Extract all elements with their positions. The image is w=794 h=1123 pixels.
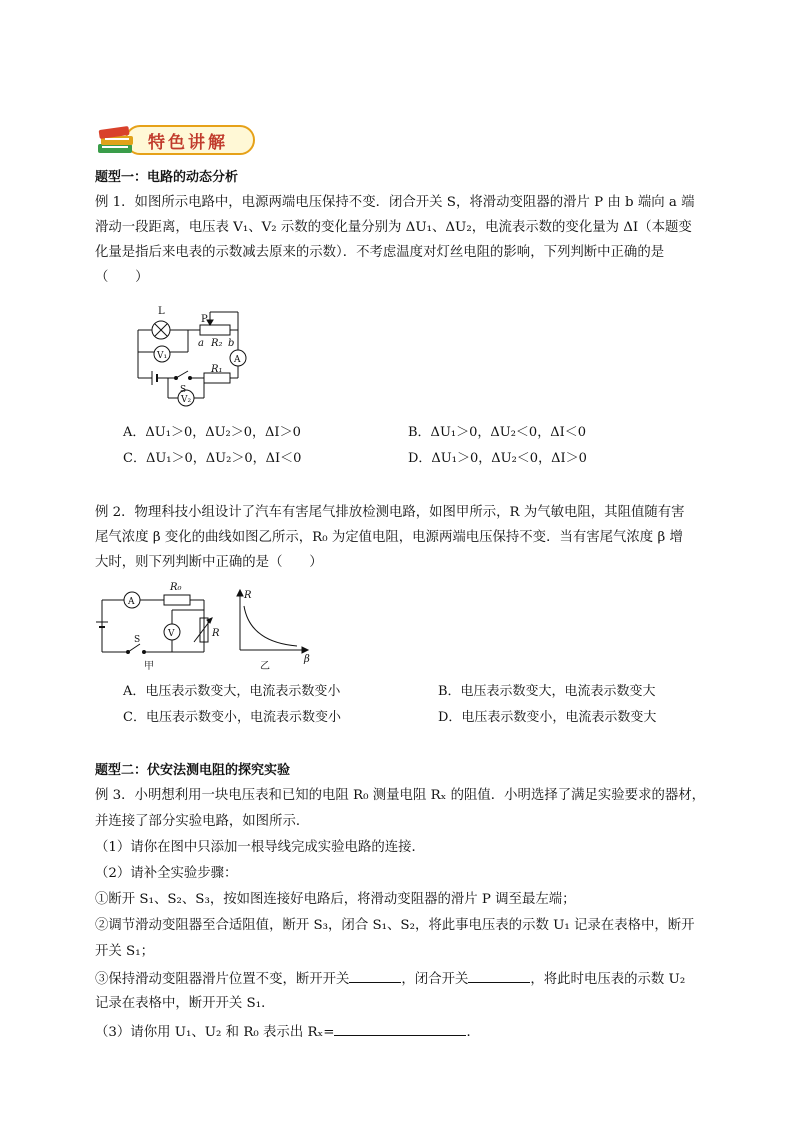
ex1-line-4: （ ） [95,270,149,285]
label-switch-2: S [134,635,141,645]
ex3-line-2: 并连接了部分实验电路，如图所示． [95,814,310,829]
ex3-line-3: （1）请你在图中只添加一根导线完成实验电路的连接． [95,840,425,855]
ex3-step3 [95,968,685,990]
ex3-line-5: ①断开 S₁、S₂、S₃，按如图连接好电路后，将滑动变阻器的滑片 P 调至最左端； [95,892,576,907]
ex1-line-1: 例 1．如图所示电路中，电源两端电压保持不变．闭合开关 S，将滑动变阻器的滑片 P 由 b 端向 a 端 [95,195,695,210]
label-slider: P [201,314,208,325]
circuit-diagram-1 [128,300,268,415]
label-r2: R₂ [211,338,223,349]
label-v2: V₂ [181,395,192,405]
ex2-line-1: 例 2．物理科技小组设计了汽车有害尾气排放检测电路，如图甲所示，R 为气敏电阻，其阻值随有害 [95,505,685,520]
r-beta-curve [244,606,297,646]
ex2-option-d[interactable]: D．电压表示数变小，电流表示数变大 [438,710,657,725]
label-yi: 乙 [260,661,270,672]
ex1-line-3: 化量是指后来电表的示数减去原来的示数）．不考虑温度对灯丝电阻的影响，下列判断中正确的是 [95,245,665,260]
books-icon [98,126,133,153]
section-heading-2: 题型二：伏安法测电阻的探究实验 [95,763,291,778]
label-r: R [212,628,220,639]
step3-text-a: ③保持滑动变阻器滑片位置不变，断开开关 [95,972,350,987]
ex3-line-7: 开关 S₁； [95,944,154,959]
label-switch: S [180,385,187,395]
label-r1: R₁ [211,364,223,375]
label-voltmeter: V [168,629,175,639]
ex2-line-2: 尾气浓度 β 变化的曲线如图乙所示，R₀ 为定值电阻，电源两端电压保持不变．当有害尾气浓度 β 增 [95,530,683,545]
q3-text-b: ． [466,1025,480,1040]
ex2-option-c[interactable]: C．电压表示数变小，电流表示数变小 [123,710,341,725]
ex1-line-2: 滑动一段距离，电压表 V₁、V₂ 示数的变化量分别为 ΔU₁、ΔU₂，电流表示数的变化量为 ΔI（本题变 [95,220,692,235]
ex3-q3 [95,1021,480,1043]
label-ammeter: A [234,355,241,365]
ex1-option-d[interactable]: D．ΔU₁＞0，ΔU₂＜0，ΔI＞0 [408,451,587,466]
label-graph-y: R [244,590,252,601]
answer-blank-3[interactable] [334,1021,466,1036]
step3-text-c: ，将此时电压表的示数 U₂ [530,972,686,987]
label-a: a [198,338,204,349]
ex2-option-b[interactable]: B．电压表示数变大，电流表示数变大 [438,684,656,699]
label-jia: 甲 [144,661,154,672]
ex3-line-4: （2）请补全实验步骤： [95,866,238,881]
answer-blank-2[interactable] [468,968,530,983]
resistor-r0 [164,595,190,605]
ex1-option-b[interactable]: B．ΔU₁＞0，ΔU₂＜0，ΔI＜0 [408,425,587,440]
q3-text-a: （3）请你用 U₁、U₂ 和 R₀ 表示出 Rₓ= [95,1025,335,1040]
label-r0: R₀ [170,582,182,593]
label-lamp: L [158,306,165,317]
label-b: b [228,338,235,349]
answer-blank-1[interactable] [349,968,401,983]
step3-text-b: ，闭合开关 [401,972,469,987]
section-heading: 题型一：电路的动态分析 [95,170,239,185]
circuit-diagram-2 [92,580,322,675]
ex2-option-a[interactable]: A．电压表示数变大，电流表示数变小 [123,684,341,699]
ex3-step3-cont: 记录在表格中，断开开关 S₁． [95,996,275,1011]
ex1-option-c[interactable]: C．ΔU₁＞0，ΔU₂＞0，ΔI＜0 [123,451,302,466]
ex3-line-6: ②调节滑动变阻器至合适阻值，断开 S₃，闭合 S₁、S₂，将此事电压表的示数 U₁ 记录在表格中，断开 [95,918,695,933]
rheostat-r2 [200,325,230,335]
label-ammeter-2: A [128,597,135,607]
ex3-line-1: 例 3．小明想利用一块电压表和已知的电阻 R₀ 测量电阻 Rₓ 的阻值．小明选择了满足实验要求的器材， [95,788,706,803]
banner-title: 特色讲解 [148,133,228,153]
label-v1: V₁ [157,351,168,361]
label-graph-x: β [304,654,310,665]
ex1-option-a[interactable]: A．ΔU₁＞0，ΔU₂＞0，ΔI＞0 [123,425,301,440]
ex2-line-3: 大时，则下列判断中正确的是（ ） [95,555,323,570]
